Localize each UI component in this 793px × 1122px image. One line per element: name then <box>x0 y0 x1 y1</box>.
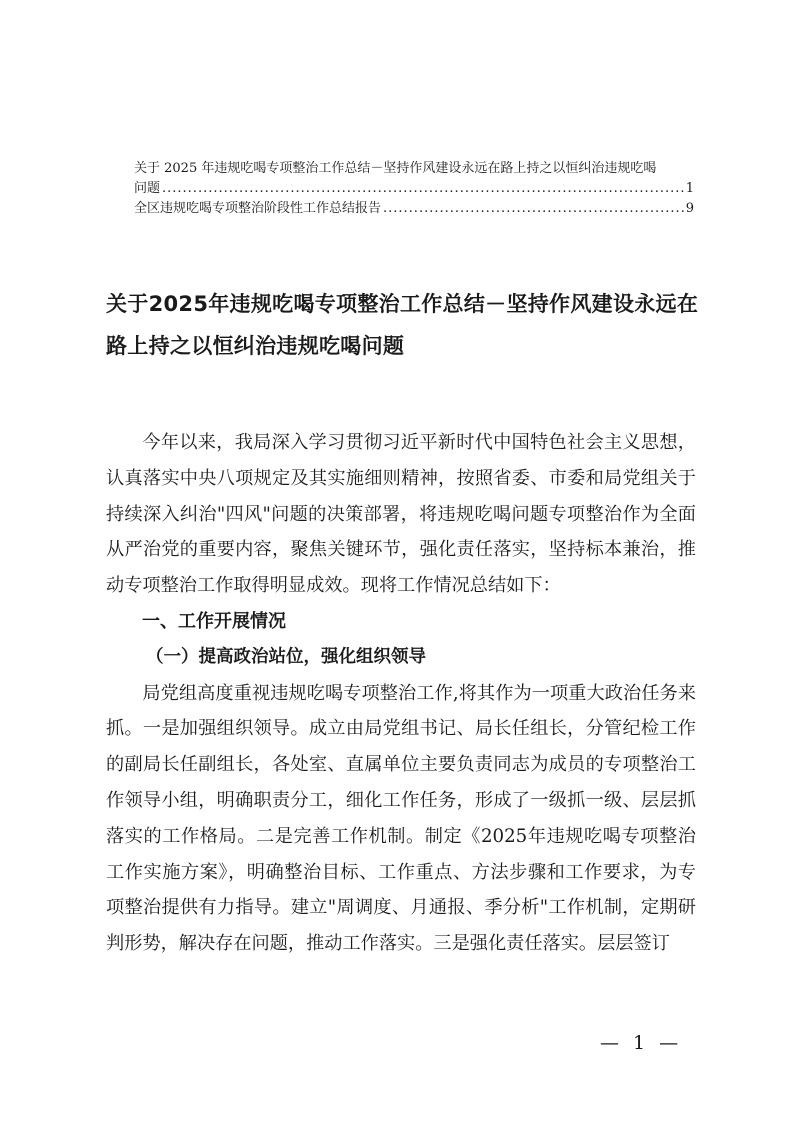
section-heading: 一、工作开展情况 <box>142 610 286 632</box>
toc-entry-title: 关于 2025 年违规吃喝专项整治工作总结－坚持作风建设永远在路上持之以恒纠治违规吃喝 <box>134 161 657 176</box>
intro-paragraph: 今年以来，我局深入学习贯彻习近平新时代中国特色社会主义思想，认真落实中央八项规定及其实施细则精神，按照省委、市委和局党组关于持续深入纠治"四风"问题的决策部署，将违规吃喝问题专项整治作为全面从严治党的重要内容，聚焦关键环节，强化责任落实，坚持标本兼治，推动专项整治工作取得明显成效。现将工作情况总结如下： <box>106 432 696 597</box>
body-paragraph: 局党组高度重视违规吃喝专项整治工作,将其作为一项重大政治任务来抓。一是加强组织领导。成立由局党组书记、局长任组长，分管纪检工作的副局长任副组长，各处室、直属单位主要负责同志为成员的专项整治工作领导小组，明确职责分工，细化工作任务，形成了一级抓一级、层层抓落实的工作格局。二是完善工作机制。制定《2025年违规吃喝专项整治工作实施方案》，明确整治目标、工作重点、方法步骤和工作要求，为专项整治提供有力指导。建立"周调度、月通报、季分析"工作机制，定期研判形势，解决存在问题，推动工作落实。三是强化责任落实。层层签订 <box>106 682 696 955</box>
toc-entry[interactable] <box>134 159 694 199</box>
document-title: 关于2025年违规吃喝专项整治工作总结－坚持作风建设永远在路上持之以恒纠治违规吃喝问题 <box>106 292 699 358</box>
toc-entry-page: 1 <box>685 181 694 196</box>
toc-entry-title-continued: 问题 <box>134 181 161 196</box>
toc-leader-dots <box>162 179 684 199</box>
page-number: — 1 — <box>600 1032 683 1054</box>
document-body <box>106 425 696 962</box>
table-of-contents <box>134 159 694 219</box>
toc-entry[interactable] <box>134 199 694 219</box>
toc-entry-title: 全区违规吃喝专项整治阶段性工作总结报告 <box>134 201 382 216</box>
toc-leader-dots <box>383 199 684 219</box>
toc-entry-page: 9 <box>685 201 694 216</box>
subsection-heading: （一）提高政治站位，强化组织领导 <box>146 646 426 667</box>
